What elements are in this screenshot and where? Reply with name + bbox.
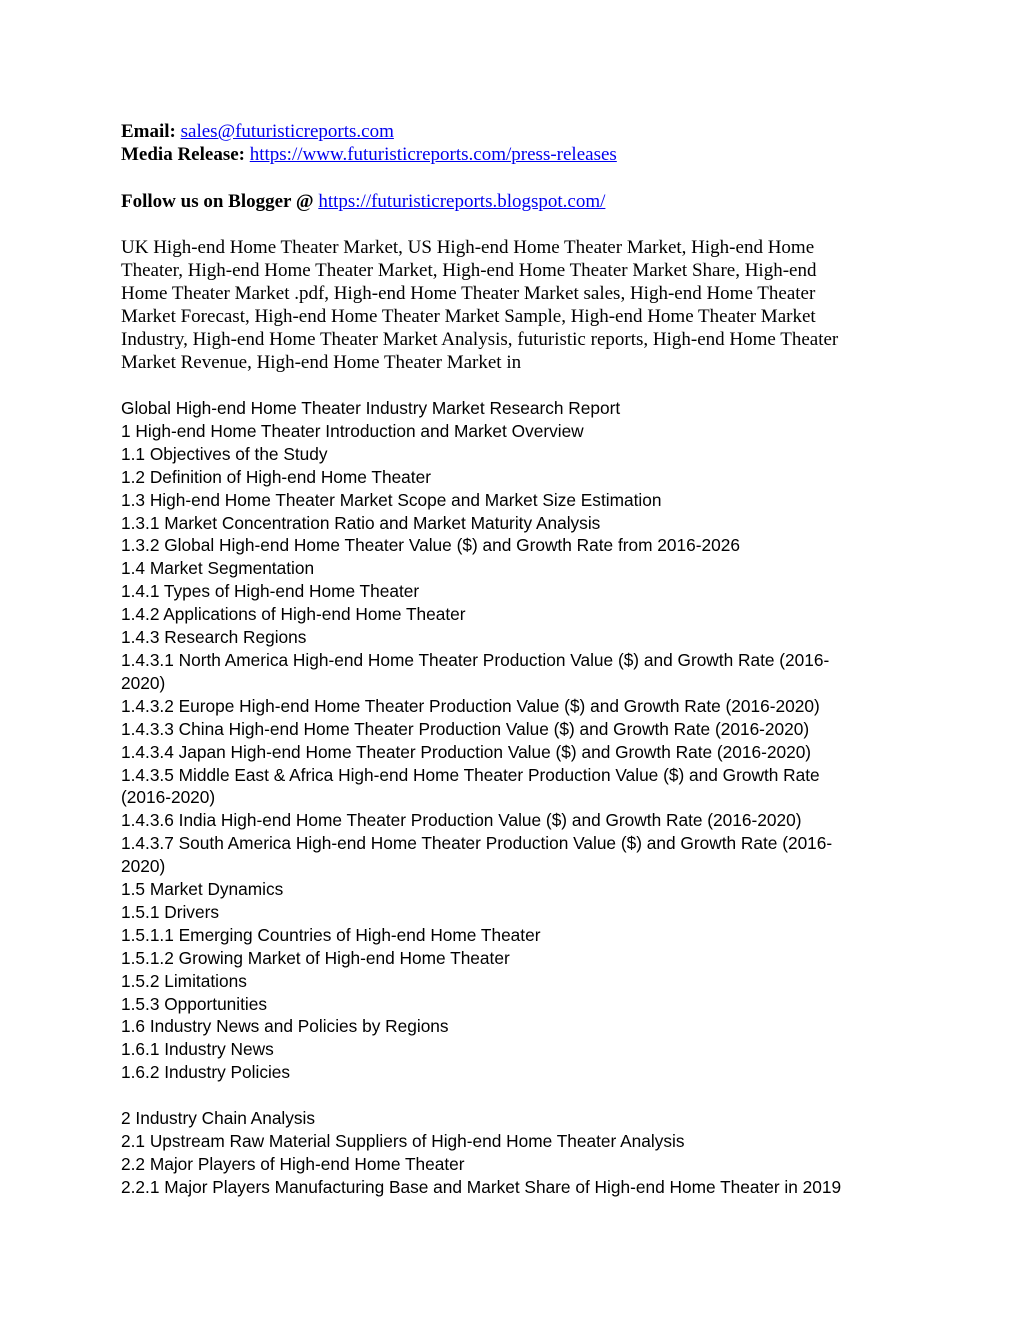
toc-item: 1.4.2 Applications of High-end Home Theater: [121, 604, 466, 625]
blogger-link[interactable]: https://futuristicreports.blogspot.com/: [318, 191, 606, 212]
toc-item: 1.6 Industry News and Policies by Regions: [121, 1016, 449, 1037]
toc-item: 1.4.3.7 South America High-end Home Theater Production Value ($) and Growth Rate (2016-: [121, 833, 833, 854]
toc-item: 1.4 Market Segmentation: [121, 558, 315, 579]
toc-item: 1.4.3.3 China High-end Home Theater Production Value ($) and Growth Rate (2016-2020): [121, 718, 810, 739]
toc-item: 1.3.1 Market Concentration Ratio and Market Maturity Analysis: [121, 512, 601, 533]
toc-item: 1.5.1 Drivers: [121, 901, 219, 922]
toc-item: 1.6.1 Industry News: [121, 1039, 274, 1060]
toc-item: 2.2 Major Players of High-end Home Theater: [121, 1153, 465, 1174]
media-release-label: Media Release:: [121, 144, 245, 165]
media-release-row: [121, 143, 921, 166]
toc-item: (2016-2020): [121, 787, 216, 808]
email-row: [121, 120, 921, 143]
toc-item: 1.3.2 Global High-end Home Theater Value ($) and Growth Rate from 2016-2026: [121, 535, 740, 556]
toc-item: 2.2.1 Major Players Manufacturing Base and Market Share of High-end Home Theater in 2019: [121, 1176, 842, 1197]
keywords-paragraph: [121, 236, 891, 374]
toc-item: 1.4.3.6 India High-end Home Theater Production Value ($) and Growth Rate (2016-2020): [121, 810, 802, 831]
email-label: Email:: [121, 121, 176, 142]
keywords-line: Theater, High-end Home Theater Market, High-end Home Theater Market Share, High-end: [121, 260, 817, 281]
toc-item: 1.5.1.2 Growing Market of High-end Home Theater: [121, 947, 510, 968]
toc-item: 1 High-end Home Theater Introduction and Market Overview: [121, 420, 584, 441]
keywords-line: Market Forecast, High-end Home Theater Market Sample, High-end Home Theater Market: [121, 306, 816, 327]
follow-label: Follow us on Blogger @: [121, 191, 314, 212]
toc-item: 1.4.3.5 Middle East & Africa High-end Home Theater Production Value ($) and Growth Rate: [121, 764, 820, 785]
toc-item: 2.1 Upstream Raw Material Suppliers of High-end Home Theater Analysis: [121, 1130, 685, 1151]
keywords-line: Home Theater Market .pdf, High-end Home Theater Market sales, High-end Home Theater: [121, 283, 816, 304]
toc-item: 1.5 Market Dynamics: [121, 879, 284, 900]
toc-item: 1.1 Objectives of the Study: [121, 443, 328, 464]
toc-item: 1.5.2 Limitations: [121, 970, 247, 991]
toc-item: 2020): [121, 856, 166, 877]
email-link[interactable]: sales@futuristicreports.com: [180, 121, 394, 142]
keywords-line: Industry, High-end Home Theater Market Analysis, futuristic reports, High-end Home Theater: [121, 329, 839, 350]
toc-item: 1.4.3.1 North America High-end Home Theater Production Value ($) and Growth Rate (2016-: [121, 649, 830, 670]
toc-item: 1.4.3 Research Regions: [121, 627, 307, 648]
toc-item: 1.6.2 Industry Policies: [121, 1062, 291, 1083]
toc-spacer: [121, 1084, 891, 1107]
toc-item: 1.5.3 Opportunities: [121, 993, 268, 1014]
keywords-line: Market Revenue, High-end Home Theater Market in: [121, 352, 522, 373]
toc-item: 1.2 Definition of High-end Home Theater: [121, 466, 431, 487]
follow-row: [121, 190, 605, 213]
toc-item: 1.4.3.2 Europe High-end Home Theater Production Value ($) and Growth Rate (2016-2020): [121, 695, 820, 716]
media-release-link[interactable]: https://www.futuristicreports.com/press-releases: [249, 144, 617, 165]
toc-item: 1.4.1 Types of High-end Home Theater: [121, 581, 420, 602]
toc-item: 2020): [121, 672, 166, 693]
contact-block: [121, 120, 921, 166]
toc-item: 1.4.3.4 Japan High-end Home Theater Production Value ($) and Growth Rate (2016-2020): [121, 741, 812, 762]
table-of-contents: [121, 397, 891, 1199]
toc-item: 1.3 High-end Home Theater Market Scope and Market Size Estimation: [121, 489, 662, 510]
keywords-line: UK High-end Home Theater Market, US High-end Home Theater Market, High-end Home: [121, 237, 815, 258]
toc-item: 2 Industry Chain Analysis: [121, 1108, 316, 1129]
toc-item: 1.5.1.1 Emerging Countries of High-end Home Theater: [121, 924, 541, 945]
toc-item: Global High-end Home Theater Industry Market Research Report: [121, 398, 621, 418]
